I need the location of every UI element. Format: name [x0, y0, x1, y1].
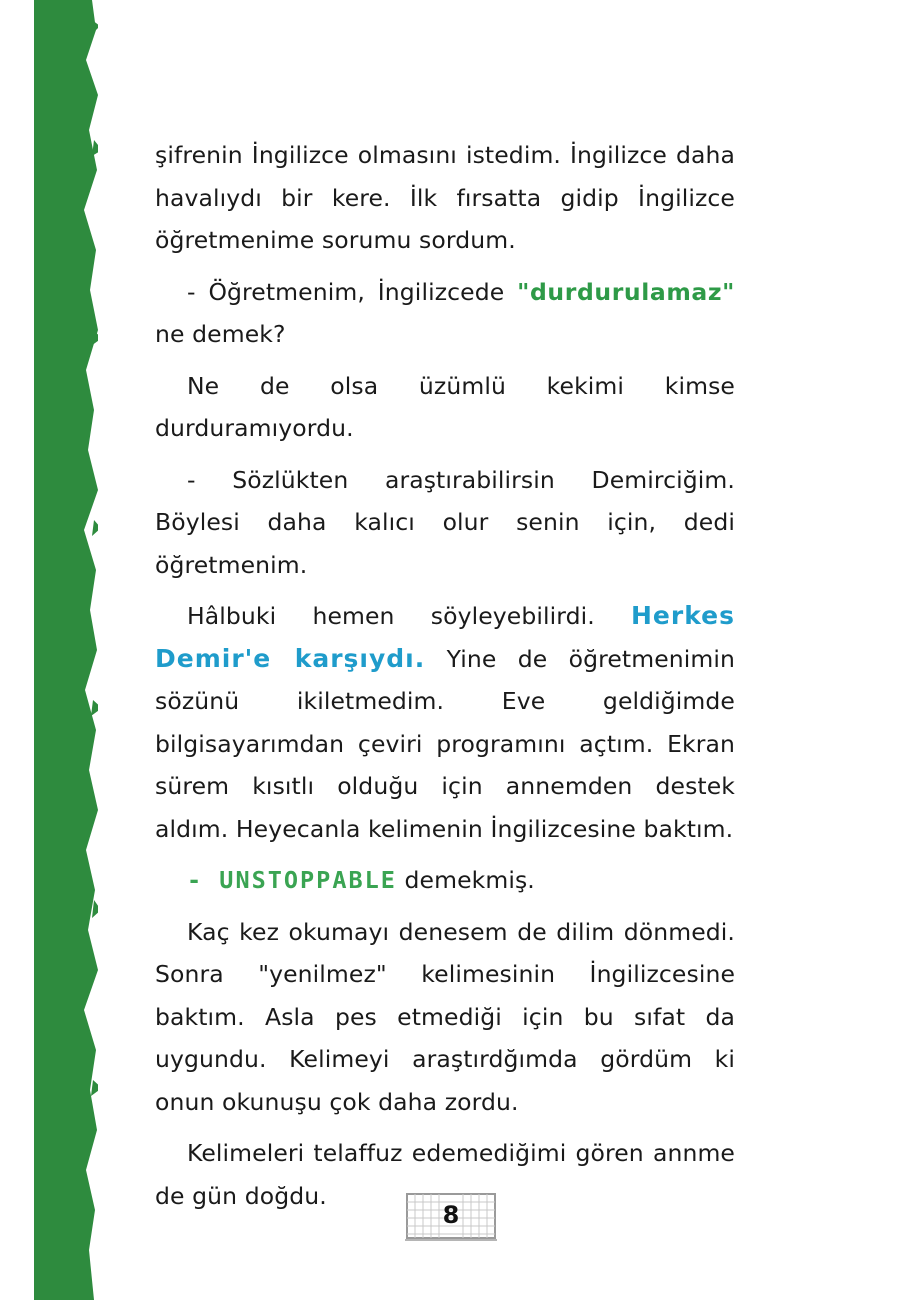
- paragraph-text: Hâlbuki hemen söyleyebilirdi.: [187, 602, 631, 630]
- paragraph-text: demekmiş.: [396, 866, 535, 894]
- paragraph: Ne de olsa üzümlü kekimi kimse durduramıyordu.: [155, 371, 735, 442]
- paragraph: şifrenin İngilizce olmasını istedim. İngilizce daha havalıydı bir kere. İlk fırsatta gidip İngilizce öğretmenime sorumu sordum.: [155, 141, 735, 254]
- paragraph: Kelimeleri telaffuz edemediğimi gören annme de gün doğdu.: [155, 1139, 735, 1210]
- highlight-phrase: Herkes Demir'e karşıydı.: [155, 601, 735, 673]
- paragraph-text: Yine de öğretmenimin sözünü ikiletmedim. Eve geldiğimde bilgisayarımdan çeviri programını açtım. Ekran sürem kısıtlı olduğu için annemden destek aldım. Heyecanla kelimenin İngilizcesine baktım.: [155, 644, 735, 843]
- green-brush-strip: [34, 0, 98, 1300]
- highlight-word: "durdurulamaz": [517, 277, 735, 306]
- paragraph: - Sözlükten araştırabilirsin Demirciğim. Böylesi daha kalıcı olur senin için, dedi öğretmenim.: [155, 465, 735, 579]
- paragraph: [155, 271, 735, 356]
- paragraph: [155, 859, 735, 902]
- story-text: [155, 134, 735, 1226]
- paragraph: Kaç kez okumayı denesem de dilim dönmedi. Sonra "yenilmez" kelimesinin İngilizcesine baktım. Asla pes etmediği için bu sıfat da uygundu. Kelimeyi araştırdğımda gördüm ki onun okunuşu çok daha zordu.: [155, 917, 735, 1116]
- page-number: 8: [442, 1201, 460, 1229]
- paragraph-text: ne demek?: [155, 320, 286, 348]
- paragraph: [155, 595, 735, 850]
- highlight-word: - UNSTOPPABLE: [187, 866, 397, 894]
- paragraph-text: - Öğretmenim, İngilizcede: [187, 277, 518, 306]
